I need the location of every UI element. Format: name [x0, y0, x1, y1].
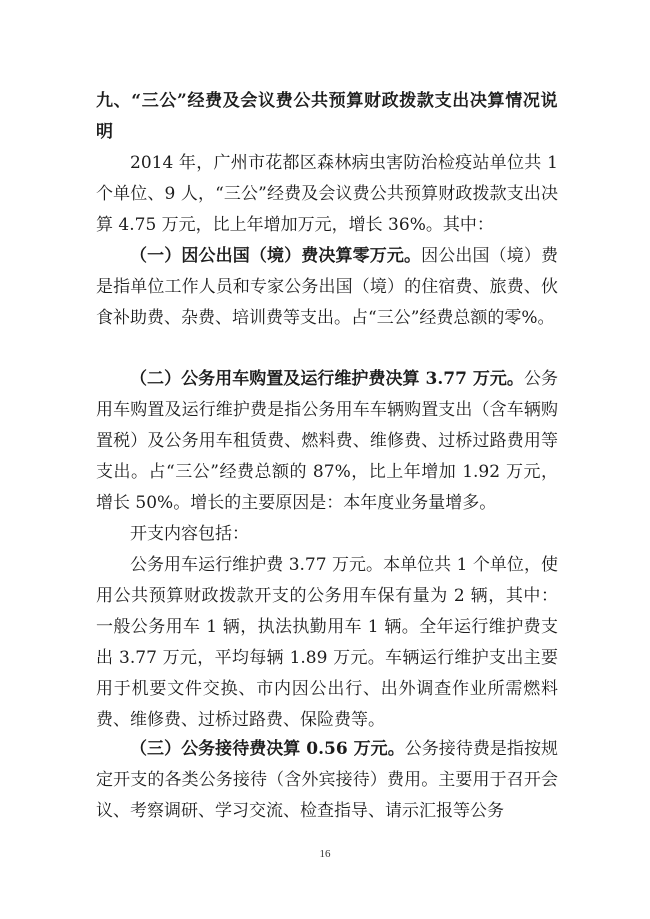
overseas-travel-lead: （一）因公出国（境）费决算零万元。 — [130, 246, 422, 266]
summary-paragraph: 2014 年，广州市花都区森林病虫害防治检疫站单位共 1 个单位、9 人，“三公”经费及会议费公共预算财政拨款支出决算 4.75 万元，比上年增加万元，增长 36%。其中： — [96, 153, 558, 235]
overseas-travel-text: 因公出国（境）费是指单位工作人员和专家公务出国（境）的住宿费、旅费、伙食补助费、杂费、培训费等支出。占“三公”经费总额的零%。 — [96, 246, 558, 328]
vehicle-maintenance-paragraph: 公务用车运行维护费 3.77 万元。本单位共 1 个单位，使用公共预算财政拨款开支的公务用车保有量为 2 辆，其中：一般公务用车 1 辆，执法执勤用车 1 辆。全年运行维护费支出 3.77 万元，平均每辆 1.89 万元。车辆运行维护支出主要用于机要文件交换、市内因公出行、出外调查作业所需燃料费、维修费、过桥过路费、保险费等。 — [96, 555, 558, 730]
reception-text: 公务接待费是指按规定开支的各类公务接待（含外宾接待）费用。主要用于召开会议、考察调研、学习交流、检查指导、请示汇报等公务 — [96, 739, 558, 821]
page-number: 16 — [319, 848, 331, 860]
reception-paragraph — [96, 734, 558, 827]
section-heading: 九、“三公”经费及会议费公共预算财政拨款支出决算情况说明 — [96, 91, 558, 142]
vehicle-text: 公务用车购置及运行维护费是指公务用车车辆购置支出（含车辆购置税）及公务用车租赁费、燃料费、维修费、过桥过路费用等支出。占“三公”经费总额的 87%，比上年增加 1.92 万元，增长 50%。增长的主要原因是：本年度业务量增多。 — [96, 369, 559, 513]
vehicle-lead: （二）公务用车购置及运行维护费决算 3.77 万元。 — [130, 369, 524, 389]
expense-content-label: 开支内容包括： — [130, 524, 249, 544]
reception-lead: （三）公务接待费决算 0.56 万元。 — [130, 739, 405, 759]
overseas-travel-paragraph — [96, 241, 558, 334]
vehicle-paragraph — [96, 364, 558, 519]
